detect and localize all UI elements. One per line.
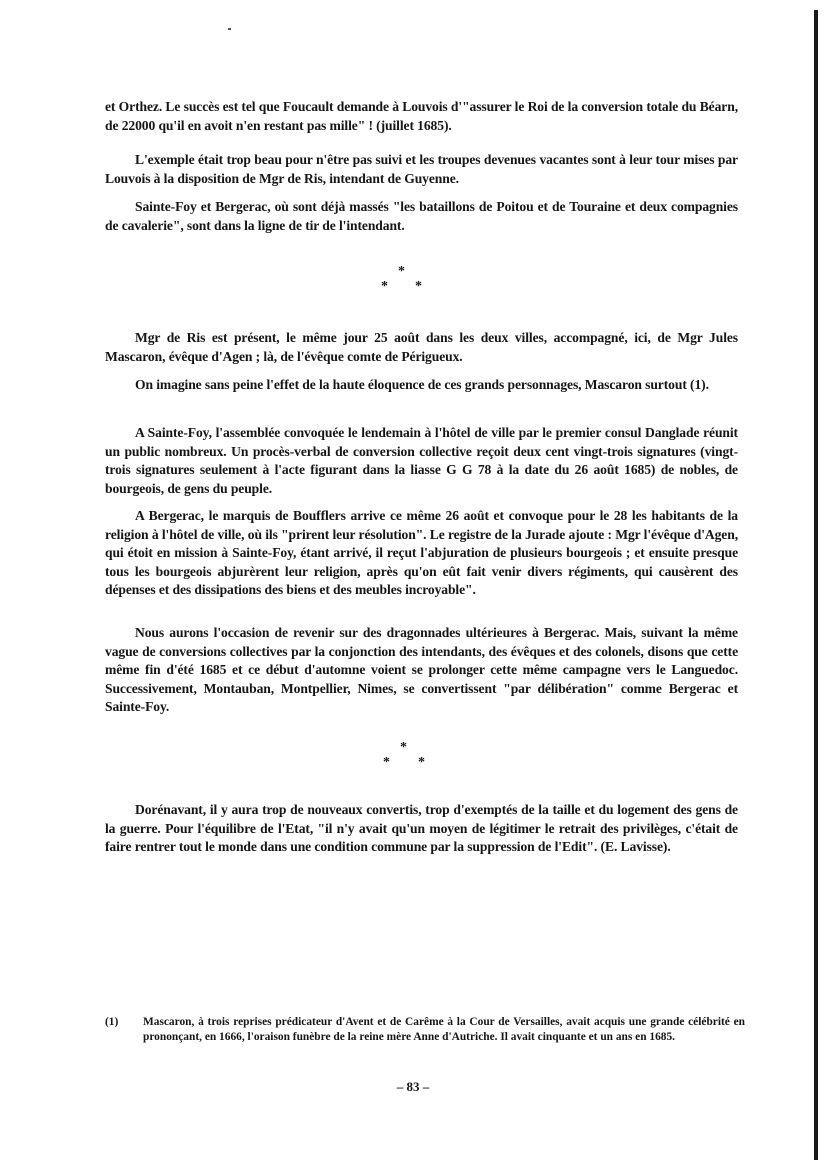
scan-speck (228, 28, 231, 30)
paragraph-1: et Orthez. Le succès est tel que Foucault demande à Louvois d'"assurer le Roi de la conversion totale du Béarn, de 22000 qu'il en avoit n'en restant pas mille" ! (juillet 1685). (105, 99, 738, 133)
asterisk: * (381, 279, 388, 294)
paragraph-6: A Sainte-Foy, l'assemblée convoquée le lendemain à l'hôtel de ville par le premier consul Danglade réunit un public nombreux. Un procès-verbal de conversion collective reçoit deux cent vingt-trois signatures (vingt-trois signatures seulement à l'acte figurant dans la liasse G G 78 à la date du 26 août 1685) de nobles, de bourgeois, de gens du peuple. (105, 425, 738, 496)
footnote-number: (1) (105, 1016, 119, 1028)
asterisk: * (398, 264, 405, 279)
scan-edge-line (814, 10, 818, 1160)
section-separator-2 (370, 740, 430, 770)
paragraph-3: Sainte-Foy et Bergerac, où sont déjà massés "les bataillons de Poitou et de Touraine et deux compagnies de cavalerie", sont dans la ligne de tir de l'intendant. (105, 199, 738, 233)
footnote-text: Mascaron, à trois reprises prédicateur d'Avent et de Carême à la Cour de Versailles, avait acquis une grande célébrité en prononçant, en 1666, l'oraison funèbre de la reine mère Anne d'Autriche. Il avait cinquante et un ans en 1685. (143, 1016, 745, 1043)
asterisk: * (400, 740, 407, 755)
asterisk: * (383, 755, 390, 770)
asterisk: * (415, 279, 422, 294)
paragraph-5: On imagine sans peine l'effet de la haute éloquence de ces grands personnages, Mascaron surtout (1). (135, 377, 709, 392)
paragraph-8: Nous aurons l'occasion de revenir sur des dragonnades ultérieures à Bergerac. Mais, suivant la même vague de conversions collectives par la conjonction des intendants, des évêques et des colonels, disons que cette même fin d'été 1685 et ce début d'automne voient se prolonger cette même campagne vers le Languedoc. Successivement, Montauban, Montpellier, Nimes, se convertissent "par délibération" comme Bergerac et Sainte-Foy. (105, 625, 738, 714)
section-separator-1 (370, 264, 430, 294)
paragraph-2: L'exemple était trop beau pour n'être pas suivi et les troupes devenues vacantes sont à leur tour mises par Louvois à la disposition de Mgr de Ris, intendant de Guyenne. (105, 152, 738, 186)
asterisk: * (418, 755, 425, 770)
paragraph-7: A Bergerac, le marquis de Boufflers arrive ce même 26 août et convoque pour le 28 les habitants de la religion à l'hôtel de ville, où ils "prirent leur résolution". Le registre de la Jurade ajoute : Mgr l'évêque d'Agen, qui étoit en mission à Sainte-Foy, étant arrivé, il reçut l'abjuration de plusieurs bourgeois ; et ensuite presque tous les bourgeois abjurèrent leur religion, après qu'on eût fait venir divers régiments, qui causèrent des dépenses et des dissipations des biens et des meubles incroyable". (105, 508, 738, 597)
paragraph-9: Dorénavant, il y aura trop de nouveaux convertis, trop d'exemptés de la taille et du logement des gens de la guerre. Pour l'équilibre de l'Etat, "il n'y avait qu'un moyen de légitimer le retrait des privilèges, c'était de faire rentrer tout le monde dans une condition commune par la suppression de l'Edit". (E. Lavisse). (105, 802, 738, 854)
paragraph-4: Mgr de Ris est présent, le même jour 25 août dans les deux villes, accompagné, ici, de Mgr Jules Mascaron, évêque d'Agen ; là, de l'évêque comte de Périgueux. (105, 330, 738, 364)
page-number: – 83 – (396, 1079, 430, 1094)
